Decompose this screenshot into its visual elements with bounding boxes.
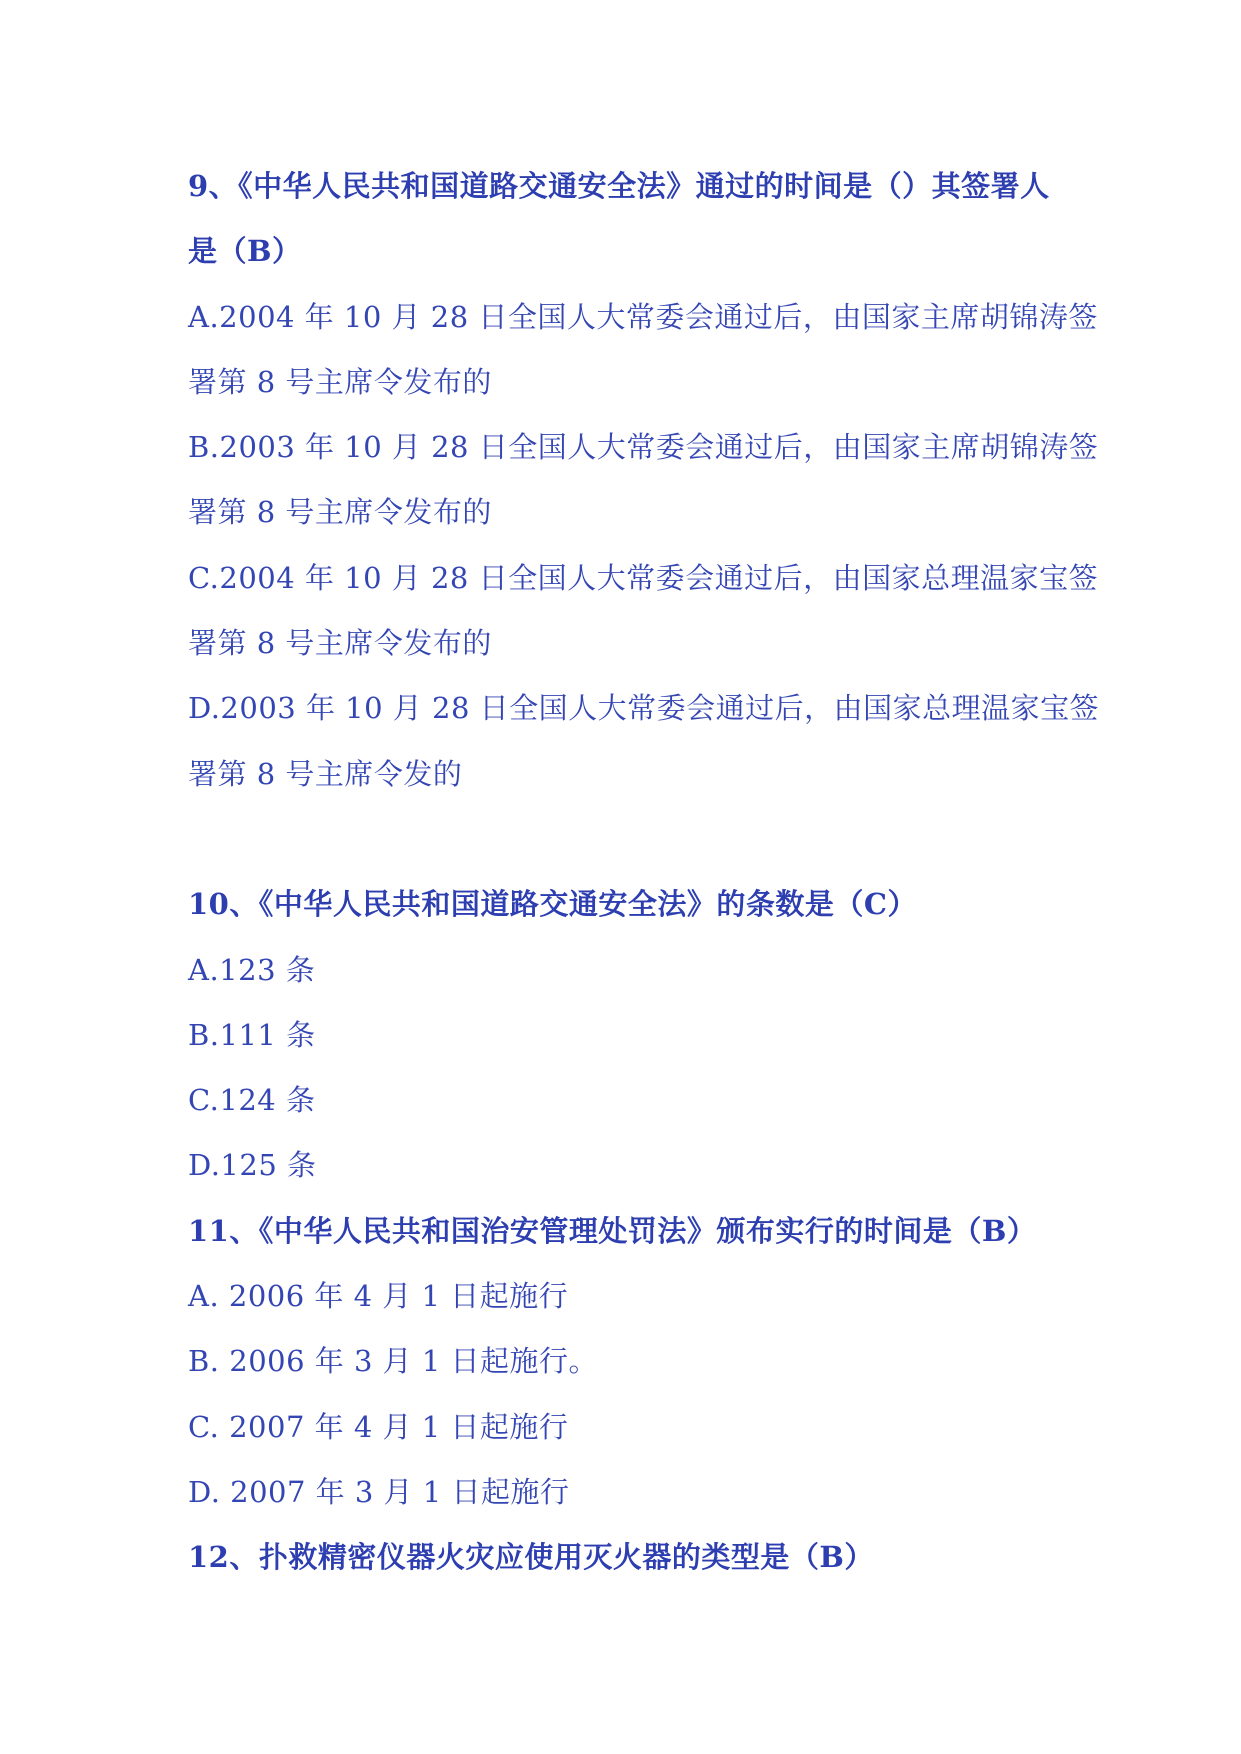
option-a-line: A.2004 年 10 月 28 日全国人大常委会通过后，由国家主席胡锦涛签 <box>188 299 1098 334</box>
question-title-line: 9、《中华人民共和国道路交通安全法》通过的时间是（）其签署人 <box>188 169 1050 203</box>
option-d-line: D. 2007 年 3 月 1 日起施行 <box>188 1474 570 1509</box>
question-10 <box>188 872 1068 1198</box>
question-12 <box>188 1525 1068 1590</box>
option-a-line: 署第 8 号主席令发布的 <box>188 364 492 399</box>
option-d-line: D.125 条 <box>188 1148 317 1183</box>
option-b-line: B.2003 年 10 月 28 日全国人大常委会通过后，由国家主席胡锦涛签 <box>188 430 1099 465</box>
option-a-line: A.123 条 <box>188 952 316 987</box>
option-d-line: D.2003 年 10 月 28 日全国人大常委会通过后，由国家总理温家宝签 <box>188 691 1100 726</box>
option-b-line: B.111 条 <box>188 1017 316 1052</box>
question-title-line: 10、《中华人民共和国道路交通安全法》的条数是（C） <box>188 887 917 922</box>
blank-line <box>188 807 1068 872</box>
question-title-line: 12、扑救精密仪器火灾应使用灭火器的类型是（B） <box>188 1540 874 1575</box>
document-content <box>188 154 1100 1591</box>
question-title-line: 11、《中华人民共和国治安管理处罚法》颁布实行的时间是（B） <box>188 1213 1037 1248</box>
option-c-line: C.2004 年 10 月 28 日全国人大常委会通过后，由国家总理温家宝签 <box>188 560 1099 595</box>
option-c-line: 署第 8 号主席令发布的 <box>188 626 492 661</box>
question-11 <box>188 1199 1068 1525</box>
question-title-line: 是（B） <box>188 234 302 269</box>
question-9 <box>188 154 1100 807</box>
option-d-line: 署第 8 号主席令发的 <box>188 756 463 791</box>
option-c-line: C.124 条 <box>188 1083 316 1118</box>
option-b-line: 署第 8 号主席令发布的 <box>188 495 492 530</box>
option-b-line: B. 2006 年 3 月 1 日起施行。 <box>188 1344 599 1379</box>
option-a-line: A. 2006 年 4 月 1 日起施行 <box>188 1279 569 1314</box>
option-c-line: C. 2007 年 4 月 1 日起施行 <box>188 1409 569 1444</box>
